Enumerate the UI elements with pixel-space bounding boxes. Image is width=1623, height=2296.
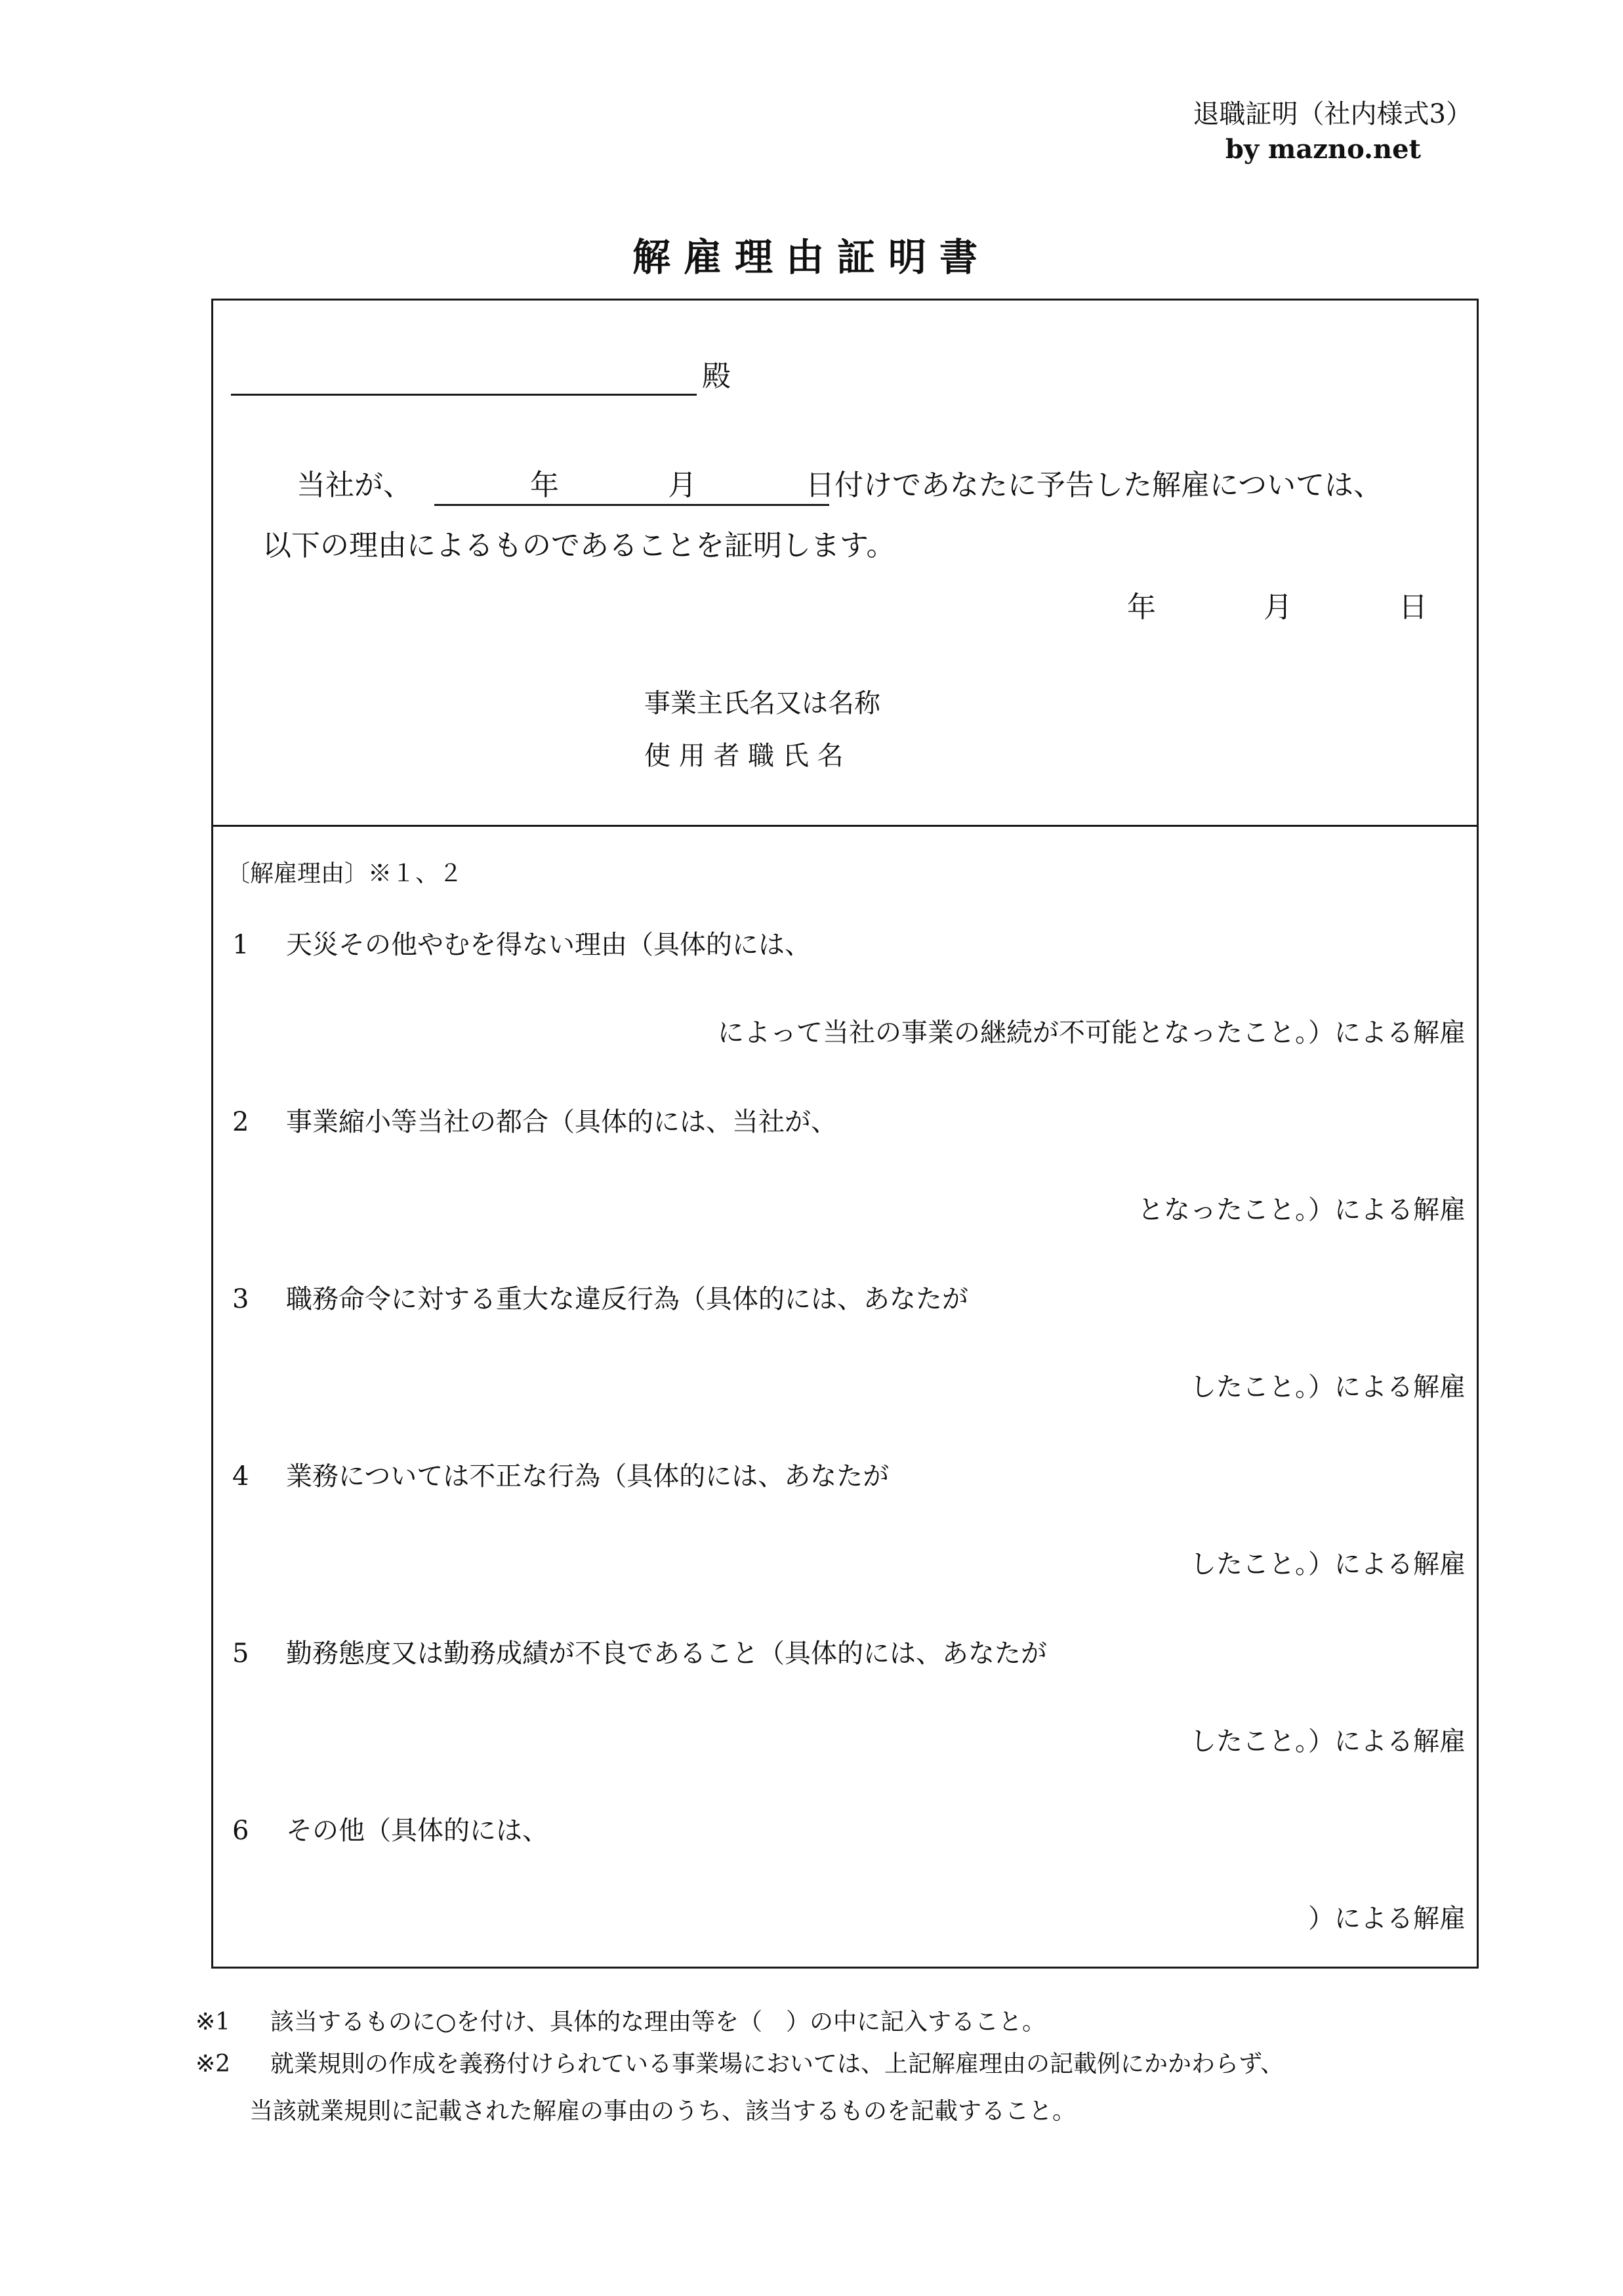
notice-day-label: 日 (806, 469, 834, 502)
addressee-honorific: 殿 (702, 360, 731, 393)
note-text: 当該就業規則に記載された解雇の事由のうち、該当するものを記載すること。 (249, 2098, 1077, 2125)
reason-text: 業務については不正な行為（具体的には、あなたが (286, 1461, 890, 1492)
reason-number: 2 (232, 1107, 249, 1137)
issue-day-label: 日 (1399, 591, 1428, 624)
reason-number: 5 (232, 1639, 249, 1669)
issue-year-label: 年 (1127, 591, 1156, 624)
reason-text: 勤務態度又は勤務成績が不良であること（具体的には、あなたが (286, 1639, 1047, 1669)
reason-closing: ）による解雇 (1308, 1904, 1466, 1934)
reason-closing: したこと。）による解雇 (1190, 1726, 1466, 1757)
note-mark: ※2 (195, 2051, 231, 2077)
reason-text: 天災その他やむを得ない理由（具体的には、 (286, 930, 811, 960)
reason-text: 職務命令に対する重大な違反行為（具体的には、あなたが (286, 1284, 968, 1314)
notice-month-label: 月 (668, 469, 697, 502)
user-title-name-label: 使 用 者 職 氏 名 (644, 741, 844, 771)
form-id-label: 退職証明（社内様式3） (1193, 99, 1472, 129)
note-mark: ※1 (195, 2009, 231, 2035)
notice-year-label: 年 (530, 469, 559, 502)
reason-number: 1 (232, 930, 249, 960)
issue-month-label: 月 (1263, 591, 1292, 624)
reason-closing: となったこと。）による解雇 (1138, 1195, 1466, 1225)
reason-closing: したこと。）による解雇 (1190, 1372, 1466, 1402)
reasons-heading: 〔解雇理由〕※１、２ (226, 860, 463, 887)
reason-closing: したこと。）による解雇 (1190, 1549, 1466, 1579)
note-text: 該当するものに○を付け、具体的な理由等を（ ）の中に記入すること。 (270, 2009, 1046, 2035)
reason-text: その他（具体的には、 (286, 1816, 548, 1846)
reason-number: 4 (232, 1461, 249, 1492)
document-title: 解雇理由証明書 (632, 235, 991, 280)
reason-number: 3 (232, 1284, 249, 1314)
statement-prefix: 当社が、 (297, 469, 412, 502)
reason-closing: によって当社の事業の継続が不可能となったこと。）による解雇 (718, 1018, 1466, 1048)
reason-text: 事業縮小等当社の都合（具体的には、当社が、 (286, 1107, 837, 1137)
form-source-label: by mazno.net (1225, 134, 1421, 165)
employer-name-label: 事業主氏名又は名称 (644, 688, 880, 719)
notice-date-field[interactable] (434, 504, 829, 506)
statement-line2: 以下の理由によるものであることを証明します。 (262, 529, 895, 562)
reason-number: 6 (232, 1816, 249, 1846)
statement-line1-suffix: 付けであなたに予告した解雇については、 (834, 469, 1383, 502)
note-text: 就業規則の作成を義務付けられている事業場においては、上記解雇理由の記載例にかかわらず、 (270, 2051, 1284, 2077)
addressee-name-field[interactable] (231, 394, 697, 396)
